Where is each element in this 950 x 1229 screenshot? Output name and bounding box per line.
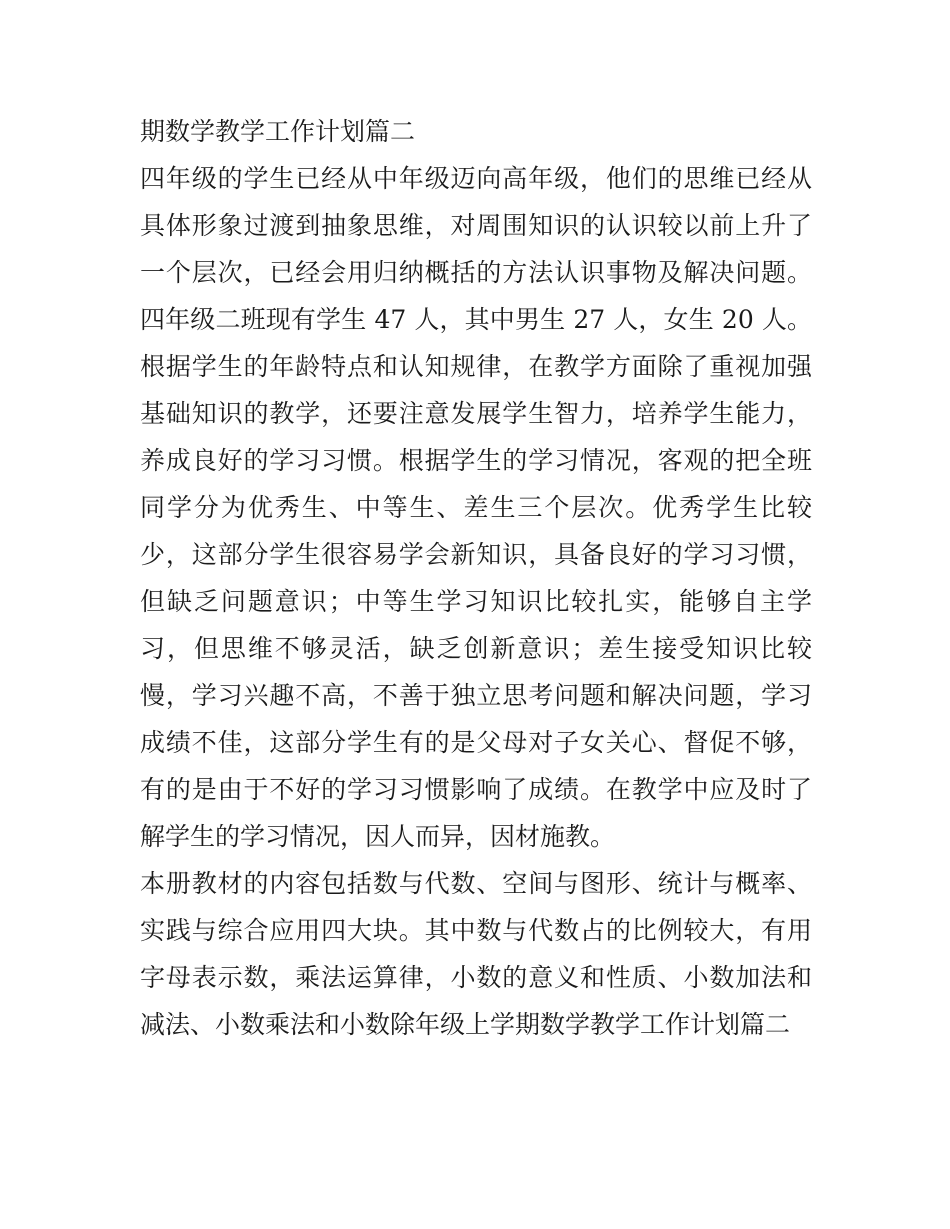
paragraph-student-analysis: 四年级的学生已经从中年级迈向高年级，他们的思维已经从具体形象过渡到抽象思维，对周围知识的认识较以前上升了一个层次，已经会用归纳概括的方法认识事物及解决问题。四年级二班现有学生 47 人，其中男生 27 人，女生 20 人。根据学生的年龄特点和认知规律，在教学方面除了重视加强基础知识的教学，还要注意发展学生智力，培养学生能力，养成良好的学习习惯。根据学生的学习情况，客观的把全班同学分为优秀生、中等生、差生三个层次。优秀学生比较少，这部分学生很容易学会新知识，具备良好的学习习惯，但缺乏问题意识；中等生学习知识比较扎实，能够自主学习，但思维不够灵活，缺乏创新意识；差生接受知识比较慢，学习兴趣不高，不善于独立思考问题和解决问题，学习成绩不佳，这部分学生有的是父母对子女关心、督促不够，有的是由于不好的学习习惯影响了成绩。在教学中应及时了解学生的学习情况，因人而异，因材施教。 [140, 164, 812, 851]
paragraph-textbook-content: 本册教材的内容包括数与代数、空间与图形、统计与概率、实践与综合应用四大块。其中数与代数占的比例较大，有用字母表示数，乘法运算律，小数的意义和性质、小数加法和减法、小数乘法和小数除年级上学期数学教学工作计划篇二 [140, 869, 812, 1039]
document-body [140, 108, 812, 1048]
document-heading: 期数学教学工作计划篇二 [140, 117, 416, 146]
